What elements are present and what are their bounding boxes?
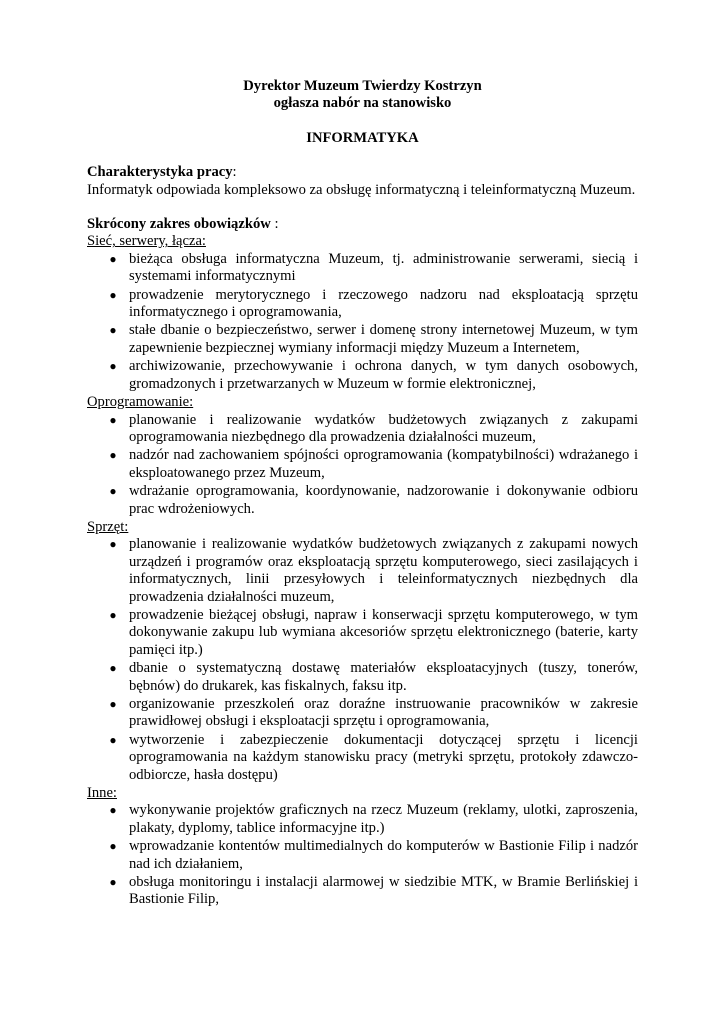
section-title: Sieć, serwery, łącza: <box>87 233 206 250</box>
list-item <box>87 536 638 606</box>
list-item <box>87 802 638 837</box>
bullet-icon: ● <box>109 839 117 854</box>
list-item <box>87 322 638 357</box>
list-item <box>87 412 638 447</box>
characteristics-label: Charakterystyka pracy <box>87 164 233 181</box>
list-item-text: archiwizowanie, przechowywanie i ochrona danych, w tym danych osobowych, gromadzonych i przetwarzanych w Muzeum w formie elektronicznej, <box>129 358 638 392</box>
bullet-icon: ● <box>109 537 117 552</box>
bullet-icon: ● <box>109 412 117 427</box>
list-item-text: obsługa monitoringu i instalacji alarmowej w siedzibie MTK, w Bramie Berlińskiej i Bastionie Filip, <box>129 874 638 908</box>
duties-sections <box>87 233 638 908</box>
bullet-icon: ● <box>109 803 117 818</box>
bullet-icon: ● <box>109 484 117 499</box>
list-item-text: wytworzenie i zabezpieczenie dokumentacji dotyczącej sprzętu i licencji oprogramowania na każdym stanowisku pracy (metryki sprzętu, protokoły zdawczo-odbiorcze, hasła dostępu) <box>129 731 638 783</box>
list-item-text: prowadzenie merytorycznego i rzeczowego nadzoru nad eksploatacją sprzętu informatycznego i oprogramowania, <box>129 286 638 321</box>
section-title: Oprogramowanie: <box>87 394 194 411</box>
list-item <box>87 483 638 518</box>
list-item <box>87 696 638 731</box>
list-item <box>87 358 638 393</box>
list-item-text: dbanie o systematyczną dostawę materiałów eksploatacyjnych (tuszy, tonerów, bębnów) do drukarek, kas fiskalnych, faksu itp. <box>129 660 638 694</box>
scope-suffix: : <box>270 216 279 233</box>
bullet-icon: ● <box>109 359 117 374</box>
bullet-icon: ● <box>109 732 117 747</box>
spacer <box>87 199 638 216</box>
duties-list <box>87 802 638 908</box>
section-title: Sprzęt: <box>87 518 129 535</box>
bullet-icon: ● <box>109 448 117 463</box>
header-line-1: Dyrektor Muzeum Twierdzy Kostrzyn <box>243 78 482 94</box>
list-item-text: nadzór nad zachowaniem spójności oprogramowania (kompatybilności) wdrażanego i eksploatowanego przez Muzeum, <box>129 447 638 481</box>
bullet-icon: ● <box>109 875 117 890</box>
scope-heading <box>87 216 638 233</box>
characteristics-heading <box>87 164 638 181</box>
list-item-text: planowanie i realizowanie wydatków budżetowych związanych z zakupami nowych urządzeń i programów oraz eksploatacją sprzętu komputerowego, sieci zasilających i informatycznych, linii przesyłowych i teleinformatycznych niezbędnych dla prowadzenia działalności muzeum, <box>129 536 638 605</box>
bullet-icon: ● <box>109 287 117 302</box>
list-item <box>87 287 638 322</box>
list-item-text: organizowanie przeszkoleń oraz doraźne instruowanie pracowników w zakresie prawidłowej obsługi i eksploatacji sprzętu i oprogramowania, <box>129 696 638 730</box>
characteristics-suffix: : <box>232 164 237 181</box>
duties-list <box>87 412 638 518</box>
list-item-text: wykonywanie projektów graficznych na rzecz Muzeum (reklamy, ulotki, zaproszenia, plakaty, dyplomy, tablice informacyjne itp.) <box>129 802 638 836</box>
bullet-icon: ● <box>109 607 117 622</box>
list-item <box>87 732 638 784</box>
scope-label: Skrócony zakres obowiązków <box>87 216 271 233</box>
list-item-text: planowanie i realizowanie wydatków budżetowych związanych z zakupami oprogramowania niezbędnego dla prowadzenia działalności muzeum, <box>129 411 638 445</box>
list-item <box>87 447 638 482</box>
bullet-icon: ● <box>109 697 117 711</box>
list-item-text: prowadzenie bieżącej obsługi, napraw i konserwacji sprzętu komputerowego, w tym dokonywanie zakupu lub wymiana akcesoriów sprzętu elektronicznego (baterie, karty pamięci itp.) <box>129 606 638 658</box>
bullet-icon: ● <box>109 661 117 676</box>
list-item <box>87 874 638 909</box>
bullet-icon: ● <box>109 323 117 338</box>
characteristics-text: Informatyk odpowiada kompleksowo za obsługę informatyczną i teleinformatyczną Muzeum. <box>87 181 636 198</box>
list-item-text: bieżąca obsługa informatyczna Muzeum, tj. administrowanie serwerami, siecią i systemami informatycznymi <box>129 250 638 285</box>
header-line-2: ogłasza nabór na stanowisko <box>273 95 452 112</box>
list-item <box>87 251 638 286</box>
list-item <box>87 838 638 873</box>
duties-list <box>87 251 638 393</box>
job-title: INFORMATYKA <box>306 129 419 146</box>
list-item-text: stałe dbanie o bezpieczeństwo, serwer i domenę strony internetowej Muzeum, w tym zapewnienie bezpiecznej wymiany informacji między Muzeum a Internetem, <box>129 322 638 356</box>
list-item <box>87 607 638 659</box>
list-item-text: wdrażanie oprogramowania, koordynowanie, nadzorowanie i dokonywanie odbioru prac wdrożeniowych. <box>129 483 638 517</box>
bullet-icon: ● <box>109 251 117 266</box>
list-item <box>87 660 638 695</box>
announcement-header <box>87 78 638 113</box>
section-title: Inne: <box>87 785 117 802</box>
duties-list <box>87 536 638 784</box>
list-item-text: wprowadzanie kontentów multimedialnych do komputerów w Bastionie Filip i nadzór nad ich działaniem, <box>129 838 638 872</box>
